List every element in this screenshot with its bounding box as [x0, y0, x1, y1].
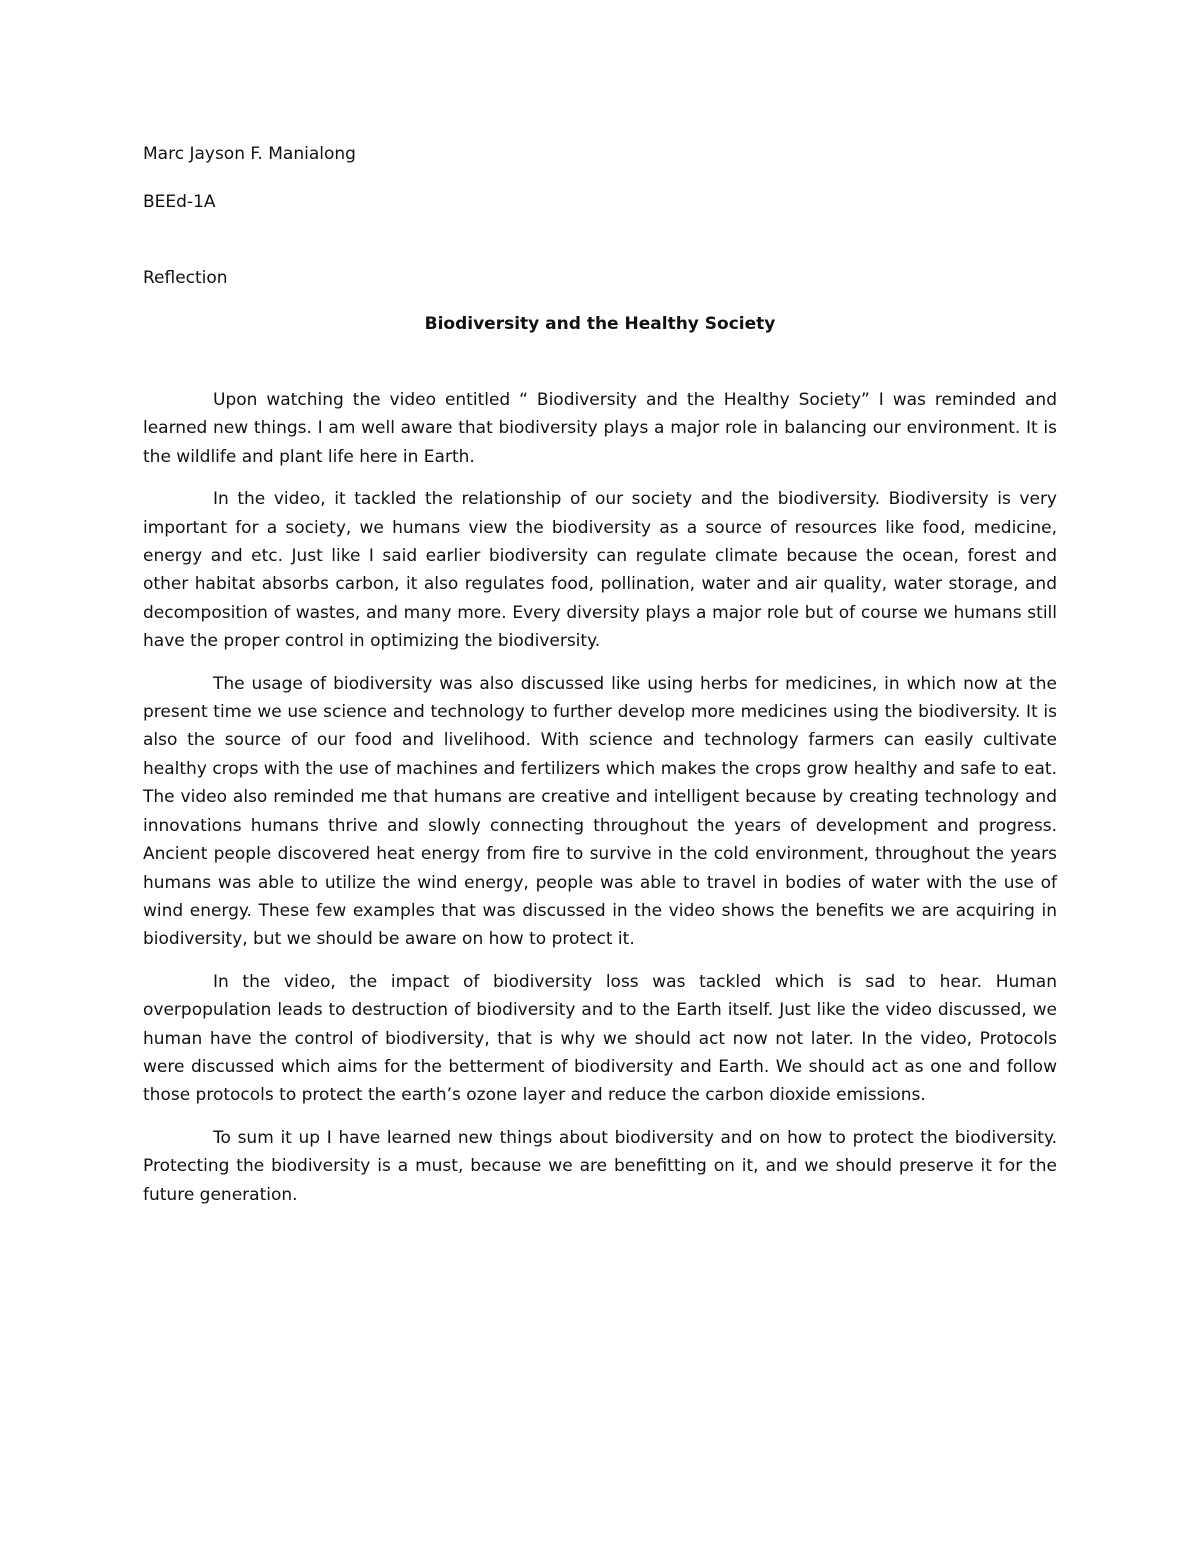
document-type-label: Reflection — [143, 268, 228, 288]
document-body — [143, 140, 1057, 1223]
paragraph-relationship: In the video, it tackled the relationship of our society and the biodiversity. Biodiversity is very important for a society, we humans view the biodiversity as a source of resources like food, medicine, energy and etc. Just like I said earlier biodiversity can regulate climate because the ocean, forest and other habitat absorbs carbon, it also regulates food, pollination, water and air quality, water storage, and decomposition of wastes, and many more. Every diversity plays a major role but of course we humans still have the proper control in optimizing the biodiversity. — [143, 489, 1057, 652]
paragraph-intro: Upon watching the video entitled “ Biodiversity and the Healthy Society” I was reminded and learned new things. I am well aware that biodiversity plays a major role in balancing our environment. It is the wildlife and plant life here in Earth. — [143, 390, 1057, 467]
author-name: Marc Jayson F. Manialong — [143, 144, 356, 164]
paragraph-conclusion: To sum it up I have learned new things about biodiversity and on how to protect the biodiversity. Protecting the biodiversity is a must, because we are benefitting on it, and we should preserve it for the future generation. — [143, 1127, 1057, 1205]
document-title: Biodiversity and the Healthy Society — [424, 314, 776, 334]
class-section: BEEd-1A — [143, 192, 216, 212]
paragraph-usage: The usage of biodiversity was also discussed like using herbs for medicines, in which now at the present time we use science and technology to further develop more medicines using the biodiversity. It is also the source of our food and livelihood. With science and technology farmers can easily cultivate healthy crops with the use of machines and fertilizers which makes the crops grow healthy and safe to eat. The video also reminded me that humans are creative and intelligent because by creating technology and innovations humans thrive and slowly connecting throughout the years of development and progress. Ancient people discovered heat energy from fire to survive in the cold environment, throughout the years humans was able to utilize the wind energy, people was able to travel in bodies of water with the use of wind energy. These few examples that was discussed in the video shows the benefits we are acquiring in biodiversity, but we should be aware on how to protect it. — [143, 673, 1057, 950]
paragraph-loss: In the video, the impact of biodiversity loss was tackled which is sad to hear. Human overpopulation leads to destruction of biodiversity and to the Earth itself. Just like the video discussed, we human have the control of biodiversity, that is why we should act now not later. In the video, Protocols were discussed which aims for the betterment of biodiversity and Earth. We should act as one and follow those protocols to protect the earth’s ozone layer and reduce the carbon dioxide emissions. — [143, 971, 1057, 1106]
